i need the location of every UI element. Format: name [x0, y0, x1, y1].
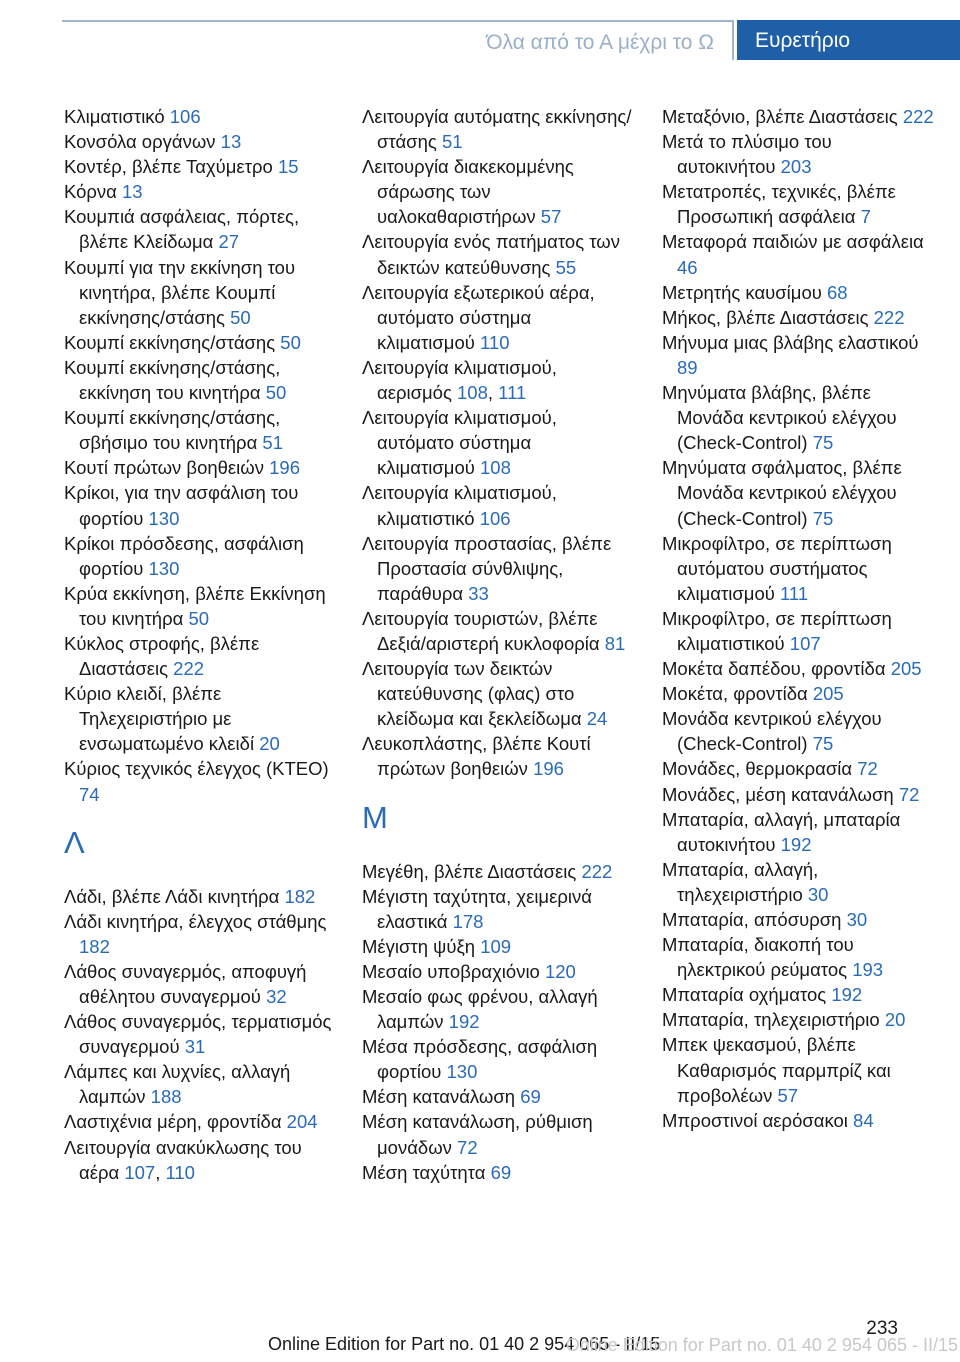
index-entry [64, 405, 336, 455]
page-ref-link[interactable]: 20 [259, 733, 280, 755]
page-ref-link[interactable]: 27 [218, 231, 240, 253]
page-ref-link[interactable]: 30 [846, 909, 868, 930]
page-ref-link[interactable]: 205 [812, 683, 844, 705]
index-column-3 [662, 104, 934, 1133]
index-entry [662, 1032, 934, 1107]
index-tab[interactable] [737, 20, 960, 60]
index-entry [64, 1059, 336, 1109]
index-entry-text: Μέσα πρόσδεσης, ασφάλιση φορτίου [362, 1036, 598, 1083]
index-entry: Λειτουργία ανακύκλωσης του αέρα 107, 110 [64, 1136, 302, 1183]
index-entry [662, 1007, 934, 1032]
index-entry-text: Λειτουργία τουριστών, βλέπε Δεξιά/αριστερή κυκλοφορία [362, 607, 600, 654]
index-entry [362, 1034, 634, 1084]
index-entry-text: Μεσαίο υποβραχιόνιο [362, 960, 540, 982]
index-entry [362, 984, 634, 1034]
index-entry [662, 982, 934, 1007]
index-entry [64, 480, 336, 530]
page-ref-link[interactable]: 46 [677, 256, 698, 278]
index-entry-text: Μεγέθη, βλέπε Διαστάσεις [362, 860, 577, 882]
page-ref-link[interactable]: 69 [490, 1161, 512, 1183]
index-entry [362, 934, 634, 959]
page-number: 233 [866, 1318, 898, 1339]
page-ref-link[interactable]: 75 [812, 432, 834, 454]
index-entry [64, 531, 336, 581]
page-ref-link[interactable]: 55 [555, 256, 577, 278]
index-entry-text: Κρίκοι πρόσδεσης, ασφάλιση φορτίου [64, 532, 304, 579]
index-entry-text: Μπεκ ψεκασμού, βλέπε Καθαρισμός παρμπρίζ και προβολέων [662, 1034, 891, 1106]
page-ref-link[interactable]: 130 [148, 507, 180, 529]
index-entry-text: Λειτουργία αυτόματης εκκίνησης/στάσης [362, 106, 632, 153]
index-entry-text: Κουμπί εκκίνησης/στάσης, εκκίνηση του κινητήρα [64, 356, 281, 404]
index-entry-text: Κονσόλα οργάνων [64, 131, 216, 153]
index-entry-text: Κύριο κλειδί, βλέπε Τηλεχειριστήριο με ενσωματωμένο κλειδί [64, 683, 255, 755]
index-entry-text: Κοντέρ, βλέπε Ταχύμετρο [64, 156, 273, 178]
index-entry [362, 606, 634, 656]
index-entry [362, 531, 634, 606]
index-entry [64, 154, 336, 179]
index-entry [64, 909, 336, 959]
index-entry [64, 204, 336, 254]
page-ref-link[interactable]: 106 [169, 106, 201, 127]
index-entry-text: Μπαταρία οχήματος [662, 984, 827, 1006]
page-ref-link[interactable]: 222 [873, 306, 905, 328]
index-entry-text: Λειτουργία προστασίας, βλέπε Προστασία σύνθλιψης, παράθυρα [362, 532, 612, 604]
page-ref-link[interactable]: 7 [860, 206, 871, 228]
page-ref-link[interactable]: 192 [831, 984, 863, 1006]
page-ref-link[interactable]: 50 [280, 331, 301, 353]
page-ref-link[interactable]: 110 [480, 331, 510, 353]
index-entry [64, 455, 336, 480]
index-entry [64, 681, 336, 756]
index-entry [662, 857, 934, 907]
index-entry-text: Μπαταρία, αλλαγή, μπαταρία αυτοκινήτου [662, 808, 901, 855]
page-ref-link[interactable]: 50 [265, 382, 287, 404]
index-entry-text: Μέση κατανάλωση, ρύθμιση μονάδων [362, 1111, 593, 1158]
index-entry-text: Μικροφίλτρο, σε περίπτωση κλιματιστικού [662, 607, 892, 654]
index-entry-text: Μοκέτα δαπέδου, φροντίδα [662, 658, 886, 680]
index-entry [362, 959, 634, 984]
index-entry [64, 1109, 336, 1134]
index-entry [362, 656, 634, 731]
page-ref-link[interactable]: 120 [544, 960, 576, 982]
index-entry-text: Λειτουργία διακεκομμένης σάρωσης των υαλοκαθαριστήρων [362, 156, 574, 228]
page-ref-link[interactable]: 15 [277, 156, 299, 178]
index-entry-text: Μπαταρία, τηλεχειριστήριο [662, 1009, 880, 1031]
page-ref-link[interactable]: 111 [498, 382, 527, 404]
page-ref-link[interactable]: 193 [852, 959, 884, 981]
index-entry [64, 1009, 336, 1059]
index-entry-text: Μονάδες, θερμοκρασία [662, 758, 853, 780]
page-ref-link[interactable]: 75 [812, 507, 834, 529]
page-ref-link[interactable]: 111 [780, 582, 809, 604]
page-ref-link[interactable]: 68 [827, 281, 848, 303]
index-entry [662, 330, 934, 380]
index-entry [362, 884, 634, 934]
page-ref-link[interactable]: 81 [604, 632, 626, 654]
index-entry-text: Κύριος τεχνικός έλεγχος (ΚΤΕΟ) [64, 758, 329, 780]
index-entry-text: Μπαταρία, διακοπή του ηλεκτρικού ρεύματος [662, 934, 854, 981]
index-entry [362, 1109, 634, 1159]
page-ref-link[interactable]: 51 [441, 131, 463, 153]
page-ref-link[interactable]: 33 [468, 582, 489, 604]
watermark: Online Edition for Part no. 01 40 2 954 065 - II/15 [565, 1335, 958, 1355]
page-ref-link[interactable]: 110 [165, 1161, 195, 1183]
page-ref-link[interactable]: 196 [269, 457, 301, 479]
page-ref-link[interactable]: 130 [148, 557, 180, 579]
page-ref-link[interactable]: 222 [581, 860, 613, 882]
page-ref-link[interactable]: 192 [780, 833, 812, 855]
index-entry-text: Μέση ταχύτητα [362, 1161, 486, 1183]
page-ref-link[interactable]: 13 [220, 131, 242, 153]
page-ref-link[interactable]: 203 [780, 156, 812, 178]
page-ref-link[interactable]: 108 [480, 457, 511, 479]
page-ref-link[interactable]: 57 [777, 1084, 799, 1106]
index-entry-text: Λάθος συναγερμός, τερματισμός συναγερμού [64, 1011, 332, 1058]
index-entry-text: Κουτί πρώτων βοηθειών [64, 457, 264, 479]
index-entry-text: Λάδι, βλέπε Λάδι κινητήρα [64, 885, 280, 907]
index-entry-text: Μονάδες, μέση κατανάλωση [662, 783, 894, 805]
index-entry-text: Λάδι κινητήρα, έλεγχος στάθμης [64, 910, 327, 932]
index-entry [64, 179, 336, 204]
page-ref-link[interactable]: 196 [533, 758, 564, 780]
index-entry [662, 782, 934, 807]
index-entry-text: Κύκλος στροφής, βλέπε Διαστάσεις [64, 632, 260, 680]
index-entry-text: Μπαταρία, απόσυρση [662, 909, 842, 930]
index-tab-label: Ευρετήριο [755, 29, 851, 52]
index-entry-text: Μέγιστη ταχύτητα, χειμερινά ελαστικά [362, 885, 592, 932]
index-entry [64, 330, 336, 355]
page-ref-link[interactable]: 75 [812, 733, 834, 755]
page-ref-link[interactable]: 72 [898, 783, 920, 805]
page-ref-link[interactable]: 107 [789, 632, 821, 654]
index-entry [362, 280, 634, 355]
index-entry-text: Μηνύματα βλάβης, βλέπε Μονάδα κεντρικού ελέγχου (Check-Control) [662, 382, 897, 454]
page-ref-link[interactable]: 222 [902, 106, 934, 127]
page-ref-link[interactable]: 222 [173, 658, 205, 680]
index-entry [662, 179, 934, 229]
index-entry-text: Μήκος, βλέπε Διαστάσεις [662, 306, 869, 328]
index-entry-text: Μετά το πλύσιμο του αυτοκινήτου [662, 131, 832, 178]
page-ref-link[interactable]: 107 [124, 1161, 156, 1183]
index-entry-text: Λειτουργία εξωτερικού αέρα, αυτόματο σύστημα κλιματισμού [362, 281, 595, 353]
index-entry [662, 681, 934, 706]
page-ref-link[interactable]: 20 [884, 1009, 906, 1031]
index-entry [64, 255, 336, 330]
page-ref-link[interactable]: 51 [262, 432, 283, 454]
index-entry-text: Μετατροπές, τεχνικές, βλέπε Προσωπική ασφάλεια [662, 181, 896, 228]
index-entry [362, 1160, 634, 1185]
index-entry-text: Μπροστινοί αερόσακοι [662, 1109, 848, 1131]
page-header [62, 20, 960, 62]
index-entry [662, 706, 934, 756]
index-entry [64, 631, 336, 681]
index-entry [64, 884, 336, 909]
page-ref-link[interactable]: 31 [184, 1036, 206, 1058]
index-entry-text: Λάμπες και λυχνίες, αλλαγή λαμπών [64, 1061, 291, 1108]
page-ref-link[interactable]: 89 [677, 356, 698, 378]
index-column-1 [64, 104, 336, 1185]
index-entry-text: Μονάδα κεντρικού ελέγχου (Check-Control) [662, 708, 882, 755]
index-entry-text: Λειτουργία των δεικτών κατεύθυνσης (φλας) στο κλείδωμα και ξεκλείδωμα [362, 658, 582, 730]
index-entry [662, 656, 934, 681]
index-entry-text: Λευκοπλάστης, βλέπε Κουτί πρώτων βοηθειών [362, 733, 591, 780]
index-entry [662, 756, 934, 781]
index-entry [662, 229, 934, 279]
index-entry [662, 1108, 934, 1133]
index-entry [362, 1084, 634, 1109]
page-ref-link[interactable]: 192 [448, 1011, 480, 1033]
index-entry [662, 305, 934, 330]
page-ref-link[interactable]: 106 [479, 507, 511, 529]
index-entry-text: Λάθος συναγερμός, αποφυγή αθέλητου συναγερμού [64, 960, 307, 1007]
page-ref-link[interactable]: 69 [520, 1086, 541, 1108]
page-ref-link[interactable]: 13 [122, 181, 143, 203]
index-entry [662, 280, 934, 305]
index-entry-text: Κουμπιά ασφάλειας, πόρτες, βλέπε Κλείδωμα [64, 206, 300, 253]
index-entry-text: Μπαταρία, αλλαγή, τηλεχειριστήριο [662, 858, 819, 905]
index-entry [362, 859, 634, 884]
index-entry-text: Κουμπί εκκίνησης/στάσης, σβήσιμο του κινητήρα [64, 407, 281, 454]
index-entry-text: Μεσαίο φως φρένου, αλλαγή λαμπών [362, 986, 598, 1033]
index-entry-text: Μοκέτα, φροντίδα [662, 683, 808, 705]
page-ref-link[interactable]: 84 [853, 1109, 874, 1131]
index-entry [362, 154, 634, 229]
page-ref-link[interactable]: 108 [457, 382, 488, 404]
index-entry [64, 756, 336, 806]
index-entry-text: Μεταξόνιο, βλέπε Διαστάσεις [662, 106, 898, 127]
index-entry [64, 104, 336, 129]
index-entry-text: Κουμπί για την εκκίνηση του κινητήρα, βλέπε Κουμπί εκκίνησης/στάσης [64, 256, 296, 328]
page-ref-link[interactable]: 50 [230, 306, 251, 328]
page-ref-link[interactable]: 72 [857, 758, 878, 780]
index-entry-text: Μέγιστη ψύξη [362, 935, 476, 957]
page-ref-link[interactable]: 130 [446, 1061, 478, 1083]
index-entry-text: Κρύα εκκίνηση, βλέπε Εκκίνηση του κινητήρα [64, 582, 326, 629]
index-entry [662, 531, 934, 606]
index-entry-text: Λειτουργία κλιματισμού, αερισμός [362, 356, 557, 404]
index-entry-text: Μέση κατανάλωση [362, 1086, 516, 1108]
index-entry [362, 480, 634, 530]
index-entry [662, 606, 934, 656]
index-entry [662, 932, 934, 982]
page-ref-link[interactable]: 109 [480, 935, 512, 957]
index-entry [662, 455, 934, 530]
index-entry [662, 380, 934, 455]
index-entry [64, 355, 336, 405]
page-ref-link[interactable]: 182 [284, 885, 316, 907]
index-entry [362, 405, 634, 480]
index-entry-text: Λειτουργία ενός πατήματος των δεικτών κατεύθυνσης [362, 231, 621, 278]
index-entry [662, 907, 934, 932]
page-ref-link[interactable]: 182 [79, 935, 110, 957]
page-ref-link[interactable]: 205 [890, 658, 922, 680]
index-entry-text: Μήνυμα μιας βλάβης ελαστικού [662, 331, 919, 353]
index-letter-heading: Μ [362, 799, 388, 835]
index-entry-text: Μικροφίλτρο, σε περίπτωση αυτόματου συστήματος κλιματισμού [662, 532, 892, 604]
index-entry [64, 129, 336, 154]
index-entry [362, 229, 634, 279]
section-title: Όλα από το Α μέχρι το Ω [486, 31, 714, 54]
index-entry-text: Μετρητής καυσίμου [662, 281, 822, 303]
section-tab[interactable] [62, 20, 734, 60]
page-ref-link[interactable]: 74 [79, 783, 100, 805]
index-entry: Λειτουργία κλιματισμού, αερισμός 108, 111 [362, 356, 557, 404]
index-entry [362, 104, 634, 154]
page-ref-link[interactable]: 57 [540, 206, 562, 228]
index-entry-text: Κλιματιστικό [64, 106, 165, 127]
index-entry [362, 731, 634, 781]
index-column-2 [362, 104, 634, 1185]
index-entry-text: Λειτουργία ανακύκλωσης του αέρα [64, 1136, 302, 1183]
index-entry-text: Λειτουργία κλιματισμού, κλιματιστικό [362, 482, 557, 529]
index-letter-heading: Λ [64, 824, 85, 860]
index-entry-text: Κόρνα [64, 181, 117, 203]
index-entry-text: Κρίκοι, για την ασφάλιση του φορτίου [64, 482, 299, 529]
page-ref-link[interactable]: 32 [266, 986, 287, 1007]
index-entry-text: Μεταφορά παιδιών με ασφάλεια [662, 231, 924, 253]
index-entry-text: Κουμπί εκκίνησης/στάσης [64, 331, 276, 353]
page-ref-link[interactable]: 178 [452, 910, 484, 932]
index-entry [662, 129, 934, 179]
edition-note: Online Edition for Part no. 01 40 2 954 065 - II/15 [268, 1334, 661, 1354]
index-entry [662, 104, 934, 129]
index-entry [64, 959, 336, 1009]
page-ref-link[interactable]: 204 [286, 1111, 318, 1133]
page-ref-link[interactable]: 72 [457, 1136, 478, 1158]
index-entry [64, 581, 336, 631]
index-entry-text: Μηνύματα σφάλματος, βλέπε Μονάδα κεντρικού ελέγχου (Check-Control) [662, 457, 902, 529]
index-entry [662, 807, 934, 857]
page-ref-link[interactable]: 50 [188, 607, 210, 629]
page-ref-link[interactable]: 188 [150, 1086, 182, 1108]
page-ref-link[interactable]: 24 [586, 708, 608, 730]
index-entry-text: Λαστιχένια μέρη, φροντίδα [64, 1111, 282, 1133]
index-entry-text: Λειτουργία κλιματισμού, αυτόματο σύστημα κλιματισμού [362, 407, 557, 479]
page-ref-link[interactable]: 30 [807, 883, 829, 905]
